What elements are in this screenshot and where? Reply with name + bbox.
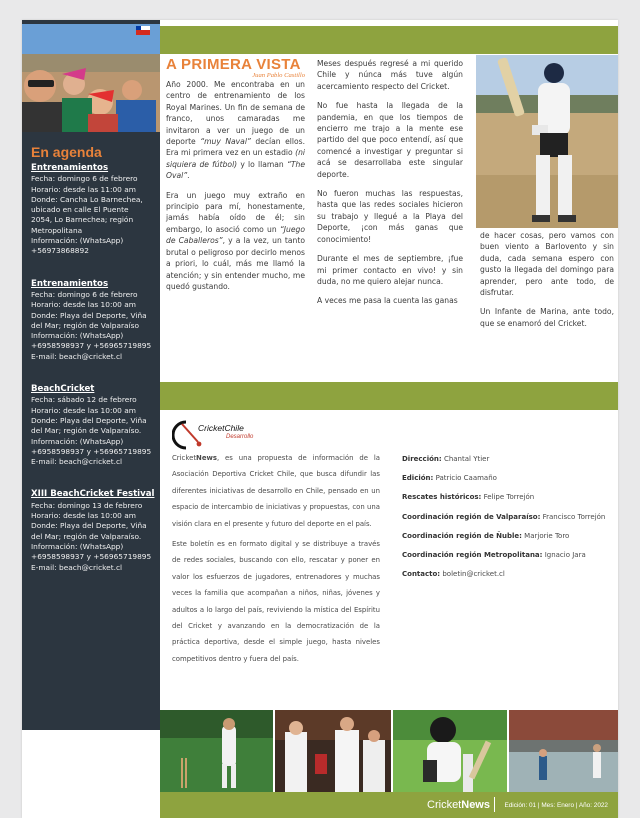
article-paragraph: Era un juego muy extraño en principio para mí, honestamente, jamás había oído de él; sin embargo, lo asoció como un “Juego de Caballeros”, y a la vez, un tanto brutal o peligroso por decirlo menos a priori, lo cuál, más me llamó la atención; y sin entender mucho, me quedó gustando.	[166, 190, 305, 291]
agenda-event	[31, 489, 157, 572]
credits-list	[402, 450, 612, 584]
agenda-events	[31, 163, 157, 573]
article-paragraph: Meses después regresé a mi querido Chile y núnca más tuve algún acercamiento respecto del Cricket.	[317, 59, 463, 91]
agenda-event-line: Información: (WhatsApp)	[31, 436, 124, 446]
about-paragraph-2: Este boletín es en formato digital y se distribuye a través de redes sociales, buscando con ello, rescatar y poner en valor los esfuerzos de jugadores, entrenadores y muchas veces la familia que acompañan a niños, niñas, jóvenes y adultos a lo largo del país, reviviendo la mística del Espíritu del Cricket y avanzando en la democratización de la práctica deportiva, desde el simple juego, hasta niveles competitivos dentro y fuera del país.	[172, 540, 380, 663]
article-paragraph: Un Infante de Marina, ante todo, que se enamoró del Cricket.	[480, 307, 614, 328]
hero-photo-group	[22, 24, 160, 132]
about-p1-text: , es una propuesta de información de la Asociación Deportiva Cricket Chile, que busca difundir las diferentes iniciativas de desarrollo en Chile, pensado en un espacio de intercambio de iniciativas y propuestas, con una visión clara en el presente y futuro del deporte en el país.	[172, 454, 380, 528]
agenda-event-line: E-mail: beach@cricket.cl	[31, 562, 123, 572]
credit-value: Ignacio Jara	[544, 550, 586, 559]
agenda-event-line: +6958598937 y +56965719895	[31, 341, 152, 351]
credit-row	[402, 565, 612, 584]
article-paragraph: No fue hasta la llegada de la pandemia, en que los tiempos de encierro me trajo a la mente ese partido del que poco entendí, así que comencé a investigar y preguntar si acá se desarrollaba este singular deporte.	[317, 101, 463, 179]
logo-text-sub: Desarrollo	[226, 434, 254, 440]
footer-brand-text: Cricket	[427, 799, 462, 811]
credit-value: boletin@cricket.cl	[442, 570, 505, 579]
photo-strip-2	[275, 710, 391, 792]
footer-brand	[427, 799, 490, 811]
cricket-chile-logo	[172, 418, 272, 452]
agenda-event	[31, 279, 157, 362]
agenda-event-line: Fecha: domingo 13 de febrero	[31, 500, 143, 510]
credit-label: Contacto:	[402, 570, 441, 579]
article-paragraph: No fueron muchas las respuestas, hasta que las redes sociales hicieron su trabajo y llegué a la Playa del Deporte, ¡con más ganas que conocimiento!	[317, 189, 463, 244]
logo-text-main: CricketChile	[198, 423, 244, 433]
article-paragraph: de hacer cosas, pero vamos con buen viento a Barlovento y sin duda, cada semana espero con gusto la llegada del domingo para aprender, pero ante todo, de disfrutar.	[480, 231, 614, 298]
agenda-event-line: Horario: desde las 11:00 am	[31, 184, 136, 194]
credit-label: Edición:	[402, 474, 434, 483]
svg-text:Desarrollo	[226, 434, 254, 440]
credit-value: Chantal Ytier	[443, 455, 490, 463]
credit-value: Patricio Caamaño	[435, 474, 497, 483]
credit-row	[402, 450, 612, 469]
agenda-event-line: del Mar; región de Valparaíso.	[31, 531, 142, 541]
batsman-photo	[476, 55, 618, 228]
agenda-title: En agenda	[31, 144, 102, 160]
credit-value: Francisco Torrejón	[542, 512, 606, 521]
footer-edition-info: Edición: 01 | Mes: Enero | Año: 2022	[504, 802, 608, 809]
about-paragraph-1	[172, 450, 380, 532]
article-paragraph: Durante el mes de septiembre, ¡fue mi primer contacto en vivo! y sin duda, no me quiero alejar nunca.	[317, 254, 463, 286]
credit-value: Marjorie Toro	[524, 531, 570, 540]
agenda-event-line: ubicado en calle El Puente	[31, 205, 129, 215]
article-column-1	[166, 56, 305, 300]
agenda-event-title: BeachCricket	[31, 384, 95, 395]
agenda-event-line: Donde: Playa del Deporte, Viña	[31, 415, 147, 425]
agenda-event-line: Donde: Playa del Deporte, Viña	[31, 521, 147, 531]
about-brand: Cricket	[172, 454, 197, 462]
agenda-event-line: Donde: Cancha Lo Barnechea,	[31, 194, 143, 204]
credit-row	[402, 469, 612, 488]
agenda-event-line: Donde: Playa del Deporte, Viña	[31, 310, 147, 320]
agenda-event-line: +6958598937 y +56965719895	[31, 446, 152, 456]
agenda-event-line: del Mar; región de Valparaíso	[31, 320, 140, 330]
article-body-col1	[166, 79, 305, 292]
agenda-event-line: E-mail: beach@cricket.cl	[31, 351, 123, 361]
agenda-event-line: E-mail: beach@cricket.cl	[31, 457, 123, 467]
agenda-sidebar	[22, 20, 160, 730]
agenda-event-line: Información: (WhatsApp)	[31, 541, 124, 551]
article-author: Juan Pablo Castillo	[252, 72, 305, 79]
credit-row	[402, 508, 612, 527]
newsletter-page	[22, 20, 618, 818]
article-column-2	[317, 58, 463, 315]
credit-value: Felipe Torrejón	[483, 493, 535, 502]
agenda-event-line: Horario: desde las 10:00 am	[31, 300, 136, 310]
about-section	[172, 450, 380, 671]
agenda-event-line: Horario: desde las 10:00 am	[31, 511, 136, 521]
top-green-band	[160, 26, 618, 54]
agenda-event-line: Información: (WhatsApp)	[31, 331, 124, 341]
credit-label: Coordinación región Metropolitana:	[402, 550, 543, 559]
agenda-event-title: Entrenamientos	[31, 163, 109, 173]
footer-band	[160, 792, 618, 818]
agenda-event	[31, 384, 157, 467]
credit-label: Coordinación región de Ñuble:	[402, 531, 522, 540]
agenda-event-line: del Mar; región de Valparaíso.	[31, 426, 142, 436]
article-paragraph: Año 2000. Me encontraba en un centro de entrenamiento de los Royal Marines. Un fin de semana de franco, unos camaradas me invitaron a ver un juego de un deporte “muy Naval” decían ellos. Era mi primera vez en un estadio (ni siquiera de fútbol) y lo llaman “The Oval”.	[166, 80, 305, 181]
footer-separator	[494, 797, 495, 812]
agenda-event-line: Fecha: sábado 12 de febrero	[31, 395, 137, 405]
credit-row	[402, 527, 612, 546]
agenda-event-line: Horario: desde las 10:00 am	[31, 405, 136, 415]
about-brand-bold: News	[196, 454, 217, 462]
article-column-3	[480, 230, 614, 337]
agenda-event-title: Entrenamientos	[31, 278, 109, 289]
agenda-event-title: XIII BeachCricket Festival	[31, 489, 155, 500]
photo-strip-1	[160, 710, 273, 792]
credit-label: Coordinación región de Valparaíso:	[402, 512, 541, 521]
agenda-event-line: +6958598937 y +56965719895	[31, 552, 152, 562]
credit-label: Dirección:	[402, 455, 442, 463]
agenda-event-line: Fecha: domingo 6 de febrero	[31, 289, 138, 299]
agenda-event-line: 2054, Lo Barnechea; región	[31, 215, 134, 225]
agenda-event-line: Fecha: domingo 6 de febrero	[31, 174, 138, 184]
agenda-event-line: +56973868892	[31, 246, 89, 256]
svg-text:CricketChile	[198, 423, 244, 433]
credit-row	[402, 488, 612, 507]
article-headline: A PRIMERA VISTA	[166, 56, 301, 73]
photo-strip-4	[509, 710, 618, 792]
footer-brand-bold: News	[461, 799, 490, 811]
credit-label: Rescates históricos:	[402, 493, 482, 502]
article-paragraph: A veces me pasa la cuenta las ganas	[317, 296, 458, 306]
agenda-event-line: Metropolitana	[31, 225, 83, 235]
credit-row	[402, 546, 612, 565]
agenda-event-line: Información: (WhatsApp)	[31, 236, 124, 246]
middle-green-band	[160, 382, 618, 410]
photo-strip-3	[393, 710, 507, 792]
agenda-event	[31, 163, 157, 257]
